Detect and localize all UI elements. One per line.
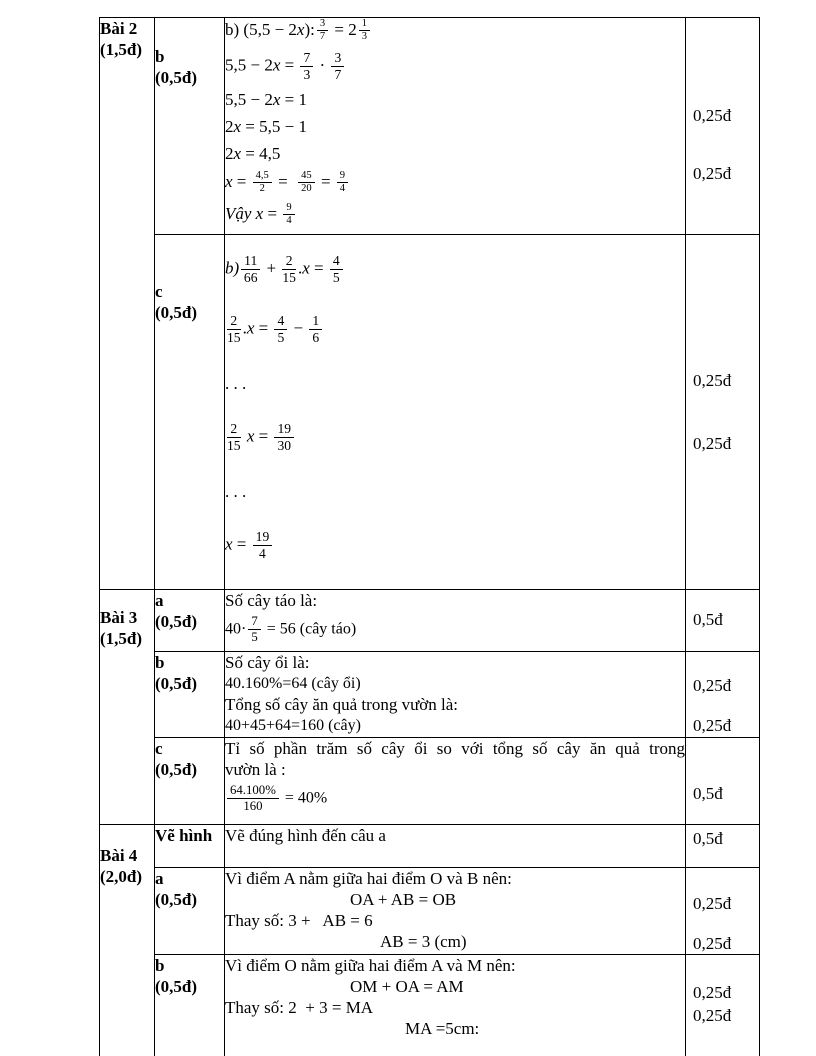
solution-cell <box>225 234 686 589</box>
problem-points: (1,5đ) <box>100 628 143 648</box>
part-label: a <box>155 868 164 888</box>
solution-line: Vẽ đúng hình đến câu a <box>225 825 386 845</box>
solution-line: Vậy x = $\frac{9}{4}$ <box>225 202 685 228</box>
fraction: $\frac{9}{4}$ <box>283 202 294 228</box>
part-points: (0,5đ) <box>155 673 198 693</box>
table-row <box>100 867 760 954</box>
solution-line: 40.160%=64 (cây ổi) <box>225 674 361 692</box>
solution-line: Số cây ổi là: <box>225 652 310 672</box>
part-cell <box>155 234 225 589</box>
part-points: (0,5đ) <box>155 976 198 996</box>
problem-number: Bài 4 <box>100 845 138 865</box>
points-stack <box>686 955 759 1026</box>
solution-line: 2x = 5,5 − 1 <box>225 116 307 136</box>
part-cell <box>155 954 225 1056</box>
fraction: $\frac{1}{3}$ <box>359 18 370 44</box>
points-value: 0,5đ <box>693 828 723 848</box>
part-points: (0,5đ) <box>155 759 198 779</box>
part-label: b <box>155 955 165 975</box>
grading-rubric-table <box>99 17 760 1056</box>
points-stack <box>686 738 759 804</box>
fraction: $\frac{64.100\%}{160}$ <box>227 783 279 814</box>
points-cell <box>686 867 760 954</box>
part-label: c <box>155 281 163 301</box>
solution-cell <box>225 824 686 867</box>
fraction: $\frac{19}{30}$ <box>274 421 294 454</box>
table-row <box>100 234 760 589</box>
solution-line: 5,5 − 2x = $\frac{7}{3}$ · $\frac{3}{7}$ <box>225 50 685 83</box>
solution-line: Tỉ số phần trăm số cây ổi so với tổng số cây ăn quả trong <box>225 738 685 758</box>
problem-number: Bài 2 <box>100 19 138 38</box>
points-stack <box>686 652 759 736</box>
part-cell <box>155 18 225 235</box>
points-value: 0,25đ <box>693 893 732 913</box>
fraction: $\frac{3}{7}$ <box>331 50 344 83</box>
table-row <box>100 18 760 235</box>
solution-line: 2x = 4,5 <box>225 143 281 163</box>
solution-line: b) $\frac{11}{66}$ + $\frac{2}{15}$ .x = $\frac{4}{5}$ <box>225 253 685 286</box>
fraction: $\frac{4}{5}$ <box>274 313 287 346</box>
solution-line: Vì điểm A nằm giữa hai điểm O và B nên: <box>225 868 512 888</box>
fraction: $\frac{7}{5}$ <box>248 614 260 645</box>
solution-cell <box>225 589 686 651</box>
solution-line: Thay số: 2 + 3 = MA <box>225 997 374 1017</box>
solution-line: Thay số: 3 + AB = 6 <box>225 910 373 930</box>
solution-cell <box>225 867 686 954</box>
solution-line: $\frac{2}{15}$ x = $\frac{19}{30}$ <box>225 421 685 454</box>
part-cell <box>155 589 225 651</box>
part-label: Vẽ hình <box>155 825 213 845</box>
part-points: (0,5đ) <box>155 889 198 909</box>
part-label: b <box>155 47 165 66</box>
points-stack <box>686 235 759 454</box>
fraction: $\frac{1}{6}$ <box>309 313 322 346</box>
solution-line: 40+45+64=160 (cây) <box>225 716 361 734</box>
points-cell <box>686 737 760 824</box>
problem-cell <box>100 589 155 824</box>
problem-points: (1,5đ) <box>100 40 143 59</box>
solution-line: x = $\frac{19}{4}$ <box>225 529 685 562</box>
solution-cell <box>225 954 686 1056</box>
solution-line: 5,5 − 2x = 1 <box>225 89 307 109</box>
part-label: c <box>155 738 163 758</box>
fraction: $\frac{45}{20}$ <box>298 170 315 196</box>
table-row <box>100 589 760 651</box>
problem-cell <box>100 824 155 1056</box>
points-value: 0,25đ <box>693 106 732 125</box>
part-label: a <box>155 590 164 610</box>
points-value: 0,25đ <box>693 675 732 695</box>
fraction: $\frac{9}{4}$ <box>337 170 348 196</box>
problem-points: (2,0đ) <box>100 866 143 886</box>
fraction: $\frac{11}{66}$ <box>241 253 260 286</box>
part-label: b <box>155 652 165 672</box>
solution-line: vườn là : <box>225 759 286 779</box>
solution-cell <box>225 18 686 235</box>
points-stack <box>686 18 759 184</box>
table-row <box>100 737 760 824</box>
part-cell <box>155 867 225 954</box>
solution-line: OM + OA = AM <box>350 976 464 996</box>
points-cell <box>686 18 760 235</box>
fraction: $\frac{2}{15}$ <box>227 312 241 345</box>
points-cell <box>686 824 760 867</box>
solution-line: $\frac{2}{15}$ .x = $\frac{4}{5}$ − $\frac{1}{6}$ <box>225 313 685 346</box>
points-value: 0,5đ <box>693 783 723 803</box>
solution-line: . . . <box>225 373 247 393</box>
solution-line: Số cây táo là: <box>225 590 318 610</box>
part-cell <box>155 824 225 867</box>
points-value: 0,5đ <box>693 609 723 629</box>
points-stack <box>686 868 759 954</box>
points-value: 0,25đ <box>693 933 732 953</box>
fraction: $\frac{19}{4}$ <box>253 529 273 562</box>
rubric-body <box>100 18 760 1056</box>
points-cell <box>686 589 760 651</box>
points-cell <box>686 234 760 589</box>
solution-line: Vì điểm O nằm giữa hai điểm A và M nên: <box>225 955 516 975</box>
solution-cell <box>225 651 686 737</box>
points-cell <box>686 651 760 737</box>
fraction: $\frac{2}{15}$ <box>227 420 241 453</box>
solution-line: MA =5cm: <box>405 1018 480 1038</box>
solution-line: OA + AB = OB <box>350 889 457 909</box>
points-value: 0,25đ <box>693 1005 732 1025</box>
fraction: $\frac{4}{5}$ <box>330 253 343 286</box>
fraction: $\frac{4,5}{2}$ <box>253 170 272 196</box>
part-points: (0,5đ) <box>155 611 198 631</box>
solution-line: 40· $\frac{7}{5}$ = 56 (cây táo) <box>225 613 357 645</box>
fraction: $\frac{3}{7}$ <box>317 18 328 44</box>
points-value: 0,25đ <box>693 433 732 453</box>
solution-line: . . . <box>225 481 247 501</box>
solution-line: x = $\frac{4,5}{2}$ = $\frac{45}{20}$ = $\frac{9}{4}$ <box>225 170 685 196</box>
points-value: 0,25đ <box>693 370 732 390</box>
points-cell <box>686 954 760 1056</box>
part-cell <box>155 737 225 824</box>
points-value: 0,25đ <box>693 715 732 735</box>
solution-line: Tổng số cây ăn quả trong vườn là: <box>225 694 459 714</box>
solution-line: b) (5,5 − 2x): $\frac{3}{7}$ = 2 $\frac{1}{3}$ <box>225 18 685 44</box>
part-cell <box>155 651 225 737</box>
points-stack <box>686 590 759 630</box>
fraction: $\frac{7}{3}$ <box>300 50 313 83</box>
table-row <box>100 651 760 737</box>
table-row <box>100 824 760 867</box>
solution-line: $\frac{64.100\%}{160}$ = 40% <box>225 783 685 814</box>
problem-cell <box>100 18 155 590</box>
solution-line: AB = 3 (cm) <box>380 931 467 951</box>
points-stack <box>686 825 759 849</box>
points-value: 0,25đ <box>693 164 732 183</box>
solution-cell <box>225 737 686 824</box>
part-points: (0,5đ) <box>155 302 198 322</box>
points-value: 0,25đ <box>693 982 732 1002</box>
fraction: $\frac{2}{15}$ <box>282 252 296 285</box>
part-points: (0,5đ) <box>155 68 198 87</box>
table-row <box>100 954 760 1056</box>
problem-number: Bài 3 <box>100 607 138 627</box>
